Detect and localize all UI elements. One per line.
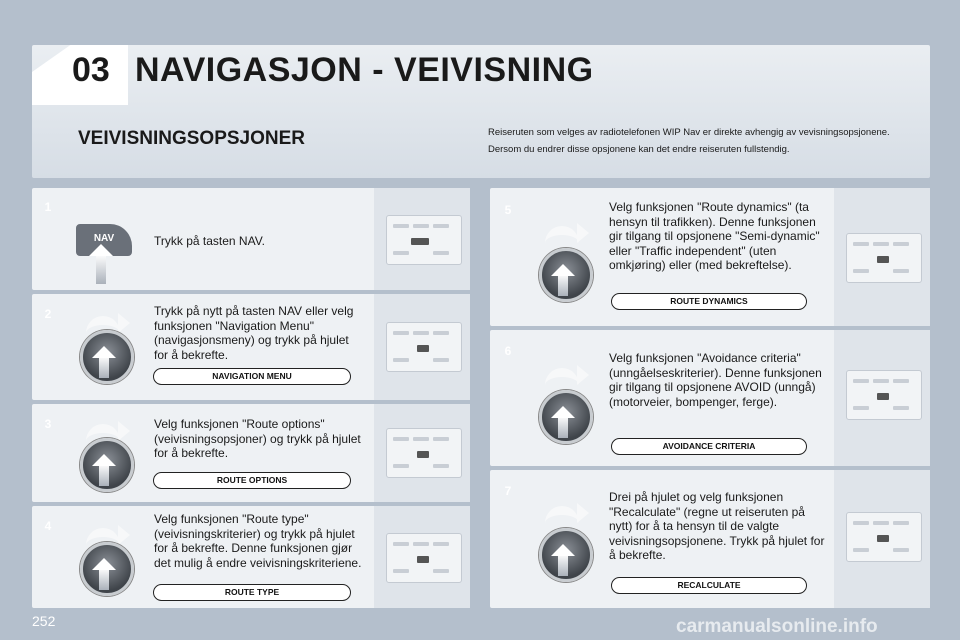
arrow-up-icon — [558, 554, 568, 576]
menu-label-route-options: ROUTE OPTIONS — [153, 472, 351, 489]
chapter-number: 03 — [72, 51, 110, 89]
radio-unit-icon — [846, 233, 922, 283]
arrow-up-icon — [558, 274, 568, 296]
radio-unit-icon — [386, 322, 462, 372]
arrow-up-icon — [99, 464, 109, 486]
step-badge-4: 4 — [34, 515, 62, 537]
radio-panel — [834, 330, 930, 466]
radio-unit-icon — [846, 512, 922, 562]
radio-unit-icon — [386, 533, 462, 583]
step-5-text: Velg funksjonen "Route dynamics" (ta hensyn til trafikken). Denne funksjonen gir tilgang til opsjonene "Semi-dynamic" eller "Traffic independent" (uten omkjøring) eller (med bekreftelse). — [609, 200, 820, 272]
step-badge-3: 3 — [34, 413, 62, 435]
arrow-up-icon — [99, 356, 109, 378]
section-title: VEIVISNINGSOPSJONER — [78, 128, 306, 149]
step-badge-6: 6 — [494, 340, 522, 362]
menu-label-recalculate: RECALCULATE — [611, 577, 807, 594]
nav-key-icon: NAV — [76, 224, 132, 256]
step-1-text: Trykk på tasten NAV. — [154, 234, 265, 248]
menu-label-route-type: ROUTE TYPE — [153, 584, 351, 601]
radio-panel — [374, 188, 470, 290]
arrow-up-icon — [558, 416, 568, 438]
radio-panel — [374, 404, 470, 502]
step-badge-7: 7 — [494, 480, 522, 502]
step-badge-5: 5 — [494, 199, 522, 221]
radio-panel — [374, 294, 470, 400]
radio-panel — [834, 470, 930, 608]
page-title: NAVIGASJON - VEIVISNING — [135, 51, 594, 89]
radio-unit-icon — [846, 370, 922, 420]
menu-label-avoidance-criteria: AVOIDANCE CRITERIA — [611, 438, 807, 455]
menu-label-navigation-menu: NAVIGATION MENU — [153, 368, 351, 385]
intro-text: Reiseruten som velges av radiotelefonen WIP Nav er direkte avhengig av vevisningsopsjonene. Dersom du endrer disse opsjonene kan det endre reiseruten fullstendig. — [488, 127, 890, 155]
watermark: carmanualsonline.info — [676, 616, 878, 637]
arrow-up-icon — [99, 568, 109, 590]
step-badge-1: 1 — [34, 196, 62, 218]
step-2-text: Trykk på nytt på tasten NAV eller velg funksjonen "Navigation Menu" (navigasjonsmeny) og trykk på hjulet for å bekrefte. — [154, 304, 354, 362]
radio-panel — [374, 506, 470, 608]
radio-unit-icon — [386, 215, 462, 265]
menu-label-route-dynamics: ROUTE DYNAMICS — [611, 293, 807, 310]
radio-panel — [834, 188, 930, 326]
step-4-text: Velg funksjonen "Route type" (veivisningskriterier) og trykk på hjulet for å bekrefte. Denne funksjonen gjør det mulig å endre veivisningskriteriene. — [154, 512, 362, 570]
step-6-text: Velg funksjonen "Avoidance criteria" (unngåelseskriterier). Denne funksjonen gir tilgang til opsjonene AVOID (unngå) (motorveier, bompenger, ferge). — [609, 351, 822, 409]
page-number: 252 — [32, 613, 56, 629]
step-badge-2: 2 — [34, 303, 62, 325]
arrow-up-icon — [96, 254, 106, 284]
radio-unit-icon — [386, 428, 462, 478]
step-3-text: Velg funksjonen "Route options" (veivisningsopsjoner) og trykk på hjulet for å bekrefte. — [154, 417, 361, 460]
step-7-text: Drei på hjulet og velg funksjonen "Recalculate" (regne ut reiseruten på nytt) for å ta hensyn til de valgte veivisningsopsjonene. Trykk på hjulet for å bekrefte. — [609, 490, 825, 562]
